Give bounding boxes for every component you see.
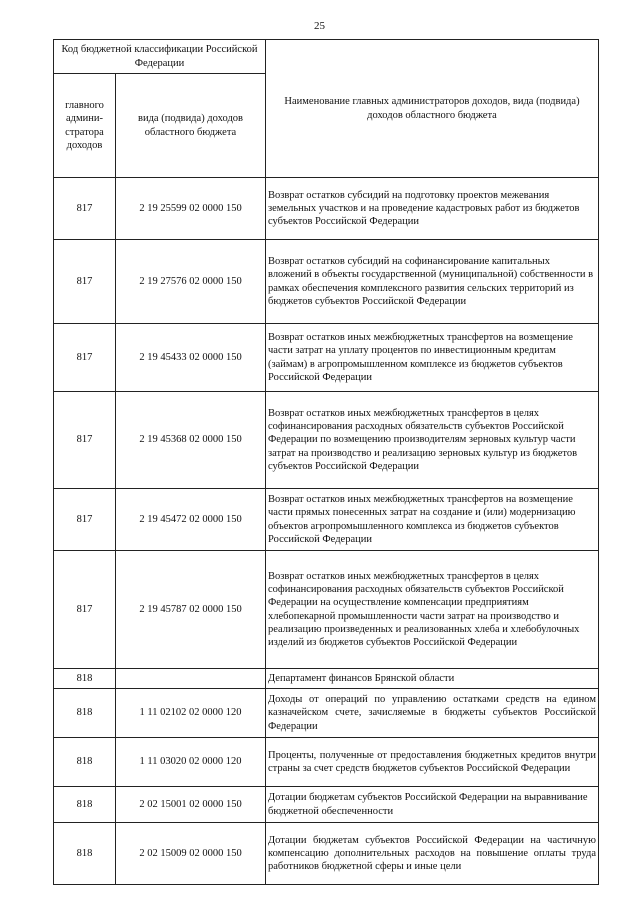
table-row (54, 787, 599, 823)
table-row (54, 823, 599, 885)
department-name-cell: Департамент финансов Брянской области (266, 669, 599, 689)
income-name-cell: Возврат остатков иных межбюджетных трансфертов на возмещение части затрат на уплату процентов по инвестиционным кредитам (займам) в агропромышленном комплексе из бюджетов субъектов Российской Федерации (266, 324, 599, 392)
income-code-cell (116, 669, 266, 689)
table-row (54, 689, 599, 738)
table-row (54, 392, 599, 489)
income-code-cell: 2 19 45368 02 0000 150 (116, 392, 266, 489)
income-code-cell: 2 19 45433 02 0000 150 (116, 324, 266, 392)
table-row (54, 738, 599, 787)
admin-code-cell: 817 (54, 324, 116, 392)
admin-code-cell: 817 (54, 551, 116, 669)
income-code-cell: 2 02 15001 02 0000 150 (116, 787, 266, 823)
income-code-cell: 1 11 02102 02 0000 120 (116, 689, 266, 738)
income-name-cell: Возврат остатков иных межбюджетных трансфертов на возмещение части прямых понесенных затрат на создание и (или) модернизацию объектов агропромышленного комплекса из бюджетов субъектов Российской Федерации (266, 489, 599, 551)
header-administrator-name: Наименование главных администраторов доходов, вида (подвида) доходов областного бюджета (266, 40, 599, 178)
table-row (54, 240, 599, 324)
table-row (54, 489, 599, 551)
income-code-cell: 2 19 25599 02 0000 150 (116, 178, 266, 240)
income-name-cell: Возврат остатков иных межбюджетных трансфертов в целях софинансирования расходных обязательств субъектов Российской Федерации по возмещению производителям зерновых культур части затрат на производство и реализацию зерновых культур из бюджетов субъектов Российской Федерации (266, 392, 599, 489)
table-row (54, 669, 599, 689)
income-name-cell: Проценты, полученные от предоставления бюджетных кредитов внутри страны за счет средств бюджетов субъектов Российской Федерации (266, 738, 599, 787)
budget-classification-table (53, 39, 599, 885)
admin-code-cell: 817 (54, 240, 116, 324)
income-name-cell: Возврат остатков иных межбюджетных трансфертов в целях софинансирования расходных обязательств субъектов Российской Федерации на осуществление компенсации предприятиям хлебопекарной промышленности части затрат на производство и реализацию произведенных и реализованных хлеба и хлебобулочных изделий из бюджетов субъектов Российской Федерации (266, 551, 599, 669)
income-code-cell: 2 19 27576 02 0000 150 (116, 240, 266, 324)
income-name-cell: Дотации бюджетам субъектов Российской Федерации на выравнивание бюджетной обеспеченности (266, 787, 599, 823)
table-row (54, 551, 599, 669)
income-code-cell: 2 02 15009 02 0000 150 (116, 823, 266, 885)
admin-code-cell: 817 (54, 178, 116, 240)
income-code-cell: 2 19 45787 02 0000 150 (116, 551, 266, 669)
income-name-cell: Дотации бюджетам субъектов Российской Федерации на частичную компенсацию дополнительных расходов на повышение оплаты труда работников бюджетной сферы и иные цели (266, 823, 599, 885)
income-name-cell: Возврат остатков субсидий на софинансирование капитальных вложений в объекты государственной (муниципальной) собственности в рамках обеспечения комплексного развития сельских территорий из бюджетов субъектов Российской Федерации (266, 240, 599, 324)
income-name-cell: Возврат остатков субсидий на подготовку проектов межевания земельных участков и на проведение кадастровых работ из бюджетов субъектов Российской Федерации (266, 178, 599, 240)
admin-code-cell: 818 (54, 689, 116, 738)
income-code-cell: 1 11 03020 02 0000 120 (116, 738, 266, 787)
admin-code-cell: 818 (54, 738, 116, 787)
header-income-kind: вида (подвида) доходов областного бюджета (116, 74, 266, 178)
admin-code-cell: 817 (54, 392, 116, 489)
admin-code-cell: 818 (54, 787, 116, 823)
header-classification-code: Код бюджетной классификации Российской Федерации (54, 40, 266, 74)
admin-code-cell: 818 (54, 669, 116, 689)
income-code-cell: 2 19 45472 02 0000 150 (116, 489, 266, 551)
table-row (54, 178, 599, 240)
table-row (54, 324, 599, 392)
admin-code-cell: 817 (54, 489, 116, 551)
income-name-cell: Доходы от операций по управлению остатками средств на едином казначейском счете, зачисляемые в бюджеты субъектов Российской Федерации (266, 689, 599, 738)
header-main-administrator: главного админи-стратора доходов (54, 74, 116, 178)
page-number: 25 (314, 20, 325, 32)
admin-code-cell: 818 (54, 823, 116, 885)
